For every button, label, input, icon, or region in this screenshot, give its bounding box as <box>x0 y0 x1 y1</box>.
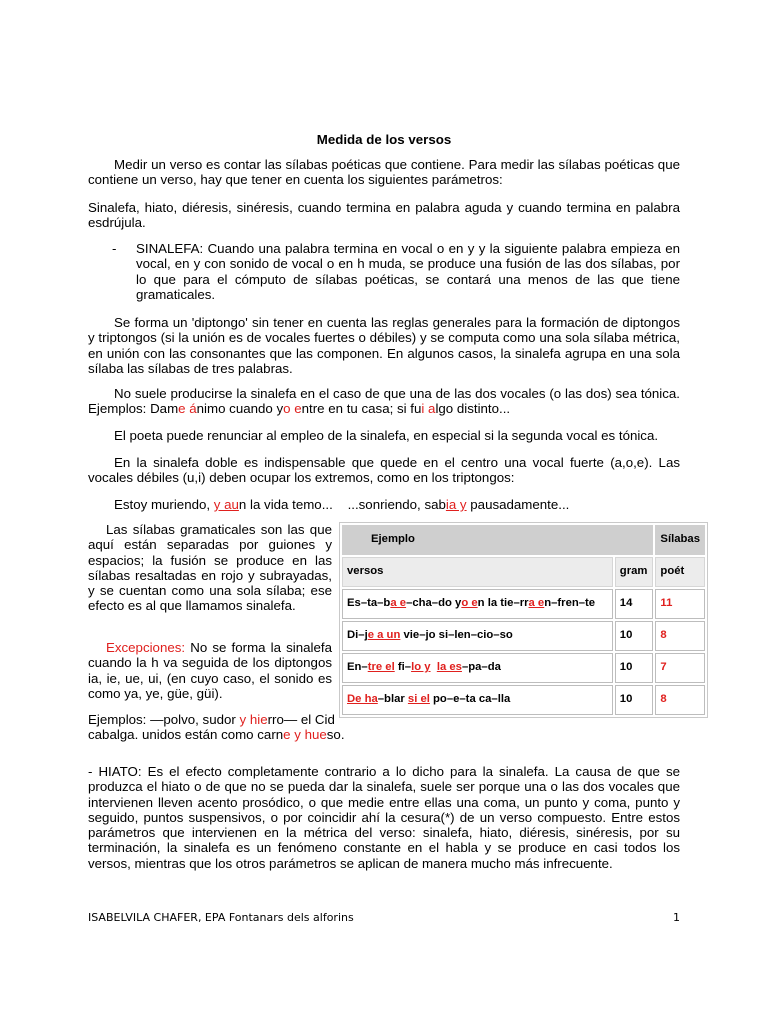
poet-cell: 7 <box>655 653 705 683</box>
highlight-sinalefa: a e <box>390 597 407 610</box>
bullet-dash: - <box>112 241 117 256</box>
hiato-paragraph: - HIATO: Es el efecto completamente contrario a lo dicho para la sinalefa. La causa de que se produzca el hiato o de que no se pueda dar la sinalefa, suele ser porque una o las dos vocales que intervienen lleven acento prosódico, o que medie entre ellas una coma, un punto y coma, punto y seguido, puntos suspensivos, o por coincidir ahí la cesura(*) de un verso compuesto. Entre estos parámetros que intervienen en la métrica del verso: sinalefa, hiato, diéresis, sinéresis, por su terminación, la sinalefa es un fenómeno constante en el habla y se produce en casi todos los versos, mientras que los otros parámetros se aplican de manera mucho más infrecuente. <box>88 764 680 871</box>
subheader-poet: poét <box>655 557 705 587</box>
header-ejemplo: Ejemplo <box>342 525 653 555</box>
highlight-sinalefa: a e <box>528 597 545 610</box>
table-header-row <box>342 525 705 555</box>
poet-cell: 11 <box>655 589 705 619</box>
table-row <box>342 589 705 619</box>
table-row <box>342 653 705 683</box>
highlight-sinalefa: o e <box>283 401 302 417</box>
tonica-paragraph: No suele producirse la sinalefa en el caso de que una de las dos vocales (o las dos) sea tónica. Ejemplos: Dame ánimo cuando yo entre en tu casa; si fui algo distinto... <box>88 386 680 417</box>
highlight-sinalefa: De ha <box>347 693 378 706</box>
diptongo-paragraph: Se forma un 'diptongo' sin tener en cuenta las reglas generales para la formación de diptongos y triptongos (si la unión es de vocales fuertes o débiles) y se computa como una sola sílaba métrica, en unión con las consonantes que las componen. En algunos casos, la sinalefa agrupa en una sola sílaba las sílabas de tres palabras. <box>88 315 680 376</box>
parameters-paragraph: Sinalefa, hiato, diéresis, sinéresis, cuando termina en palabra aguda y cuando termina en palabra esdrújula. <box>88 200 680 231</box>
silabas-gramaticales-paragraph: Las sílabas gramaticales son las que aquí están separadas por guiones y espacios; la fusión se produce en las sílabas resaltadas en rojo y subrayadas, y se cuentan como una sola sílaba; ese efecto es al que llamamos sinalefa. <box>88 522 332 614</box>
subheader-gram: gram <box>615 557 654 587</box>
page-number: 1 <box>673 911 680 924</box>
page-title: Medida de los versos <box>316 132 452 147</box>
sinalefa-definition: SINALEFA: Cuando una palabra termina en vocal o en y y la siguiente palabra empieza en vocal, en y con sonido de vocal o en h muda, se produce una fusión de las dos sílabas, por lo que para el cómputo de sílabas poéticas, se contará una menos de las que tiene gramaticales. <box>136 241 680 302</box>
highlight-sinalefa: i a <box>421 401 436 417</box>
subheader-versos: versos <box>342 557 613 587</box>
verse-cell: En–tre el fi–lo y la es–pa–da <box>342 653 613 683</box>
highlight-sinalefa: y hie <box>239 712 268 727</box>
highlight-sinalefa: y au <box>213 497 239 512</box>
gram-cell: 10 <box>615 621 654 651</box>
table-subheader-row <box>342 557 705 587</box>
poet-cell: 8 <box>655 621 705 651</box>
renunciar-paragraph: El poeta puede renunciar al empleo de la sinalefa, en especial si la segunda vocal es tónica. <box>114 428 659 443</box>
highlight-sinalefa: tre el <box>367 661 395 674</box>
table-row <box>342 621 705 651</box>
poet-cell: 8 <box>655 685 705 715</box>
verse-cell: Di–je a un vie–jo si–len–cio–so <box>342 621 613 651</box>
highlight-sinalefa: la es <box>436 661 462 674</box>
highlight-sinalefa: e á <box>178 401 197 417</box>
excepciones-label: Excepciones: <box>106 640 186 655</box>
intro-paragraph: Medir un verso es contar las sílabas poéticas que contiene. Para medir las sílabas poéticas que contiene un verso, hay que tener en cuenta los siguientes parámetros: <box>88 157 680 188</box>
gram-cell: 10 <box>615 685 654 715</box>
highlight-sinalefa: ia y <box>445 497 467 512</box>
highlight-sinalefa: o e <box>461 597 478 610</box>
examples-line: Estoy muriendo, y aun la vida temo... ...sonriendo, sabia y pausadamente... <box>114 497 570 512</box>
sinalefa-doble-paragraph: En la sinalefa doble es indispensable que quede en el centro una vocal fuerte (a,o,e). Las vocales débiles (u,i) deben ocupar los extremos, como en los triptongos: <box>88 455 680 486</box>
table-row <box>342 685 705 715</box>
header-silabas: Sílabas <box>655 525 705 555</box>
highlight-sinalefa: lo y <box>411 661 431 674</box>
verse-cell: Es–ta–ba e–cha–do yo en la tie–rra en–fren–te <box>342 589 613 619</box>
verse-cell: De ha–blar si el po–e–ta ca–lla <box>342 685 613 715</box>
excepciones-paragraph: Excepciones: No se forma la sinalefa cuando la h va seguida de los diptongos ia, ie, ue, ui, (en cuyo caso, el sonido es como ya, ye, güe, güi). <box>88 640 332 701</box>
highlight-sinalefa: e a un <box>367 629 401 642</box>
syllable-table <box>339 522 708 718</box>
footer-author: ISABELVILA CHAFER, EPA Fontanars dels alforins <box>88 911 354 924</box>
highlight-sinalefa: e y hue <box>283 727 327 743</box>
gram-cell: 14 <box>615 589 654 619</box>
highlight-sinalefa: si el <box>407 693 430 706</box>
ejemplos-paragraph: Ejemplos: —polvo, sudor y hierro— el Cid cabalga. unidos están como carne y hueso. <box>88 712 345 743</box>
gram-cell: 10 <box>615 653 654 683</box>
